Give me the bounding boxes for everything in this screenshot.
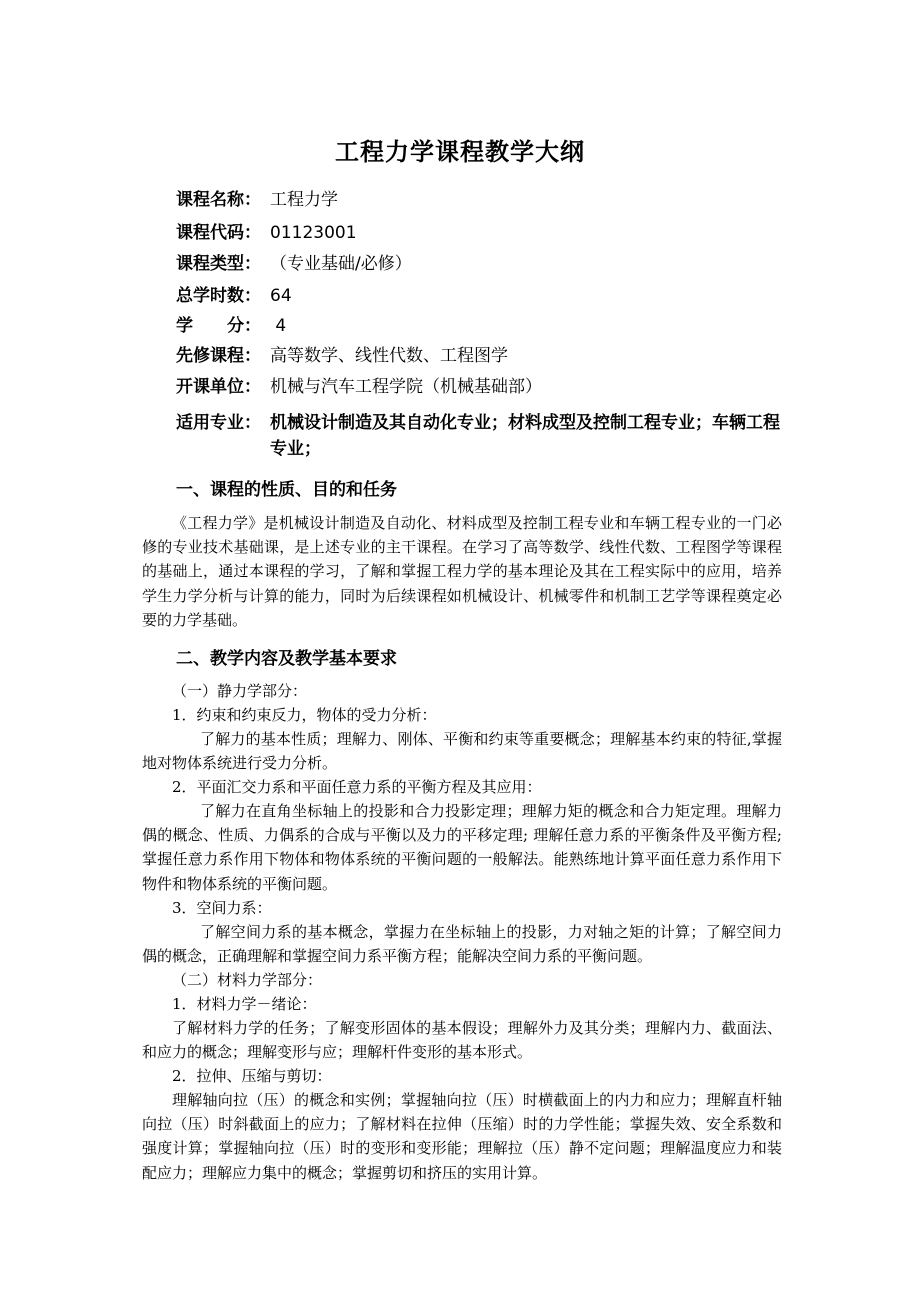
- meta-value: 机械设计制造及其自动化专业；材料成型及控制工程专业；车辆工程专业；: [270, 413, 780, 459]
- meta-department: [176, 375, 542, 399]
- meta-label: 课程代码：: [176, 223, 261, 243]
- meta-credits: [176, 314, 286, 338]
- subsection-statics: （一）静力学部分：: [172, 682, 308, 700]
- item-body: 了解力在直角坐标轴上的投影和合力投影定理；理解力矩的概念和合力矩定理。理解力偶的概念、性质、力偶系的合成与平衡以及力的平移定理; 理解任意力系的平衡条件及平衡方程; 掌握任意力系作用下物体和物体系统的平衡问题的一般解法。能熟练地计算平面任意力系作用下物件和物体系统的平衡问题。: [142, 802, 782, 893]
- subsection-mechanics-of-materials: （二）材料力学部分：: [172, 971, 323, 989]
- item-title: 2．拉伸、压缩与剪切：: [172, 1067, 332, 1085]
- meta-label: 开课单位：: [176, 377, 261, 397]
- page-title: 工程力学课程教学大纲: [335, 138, 585, 166]
- item-title: 2．平面汇交力系和平面任意力系的平衡方程及其应用：: [172, 778, 542, 796]
- meta-label: 课程名称：: [176, 190, 261, 210]
- item-title: 1．约束和约束反力，物体的受力分析：: [172, 706, 437, 724]
- item-body: 了解材料力学的任务；了解变形固体的基本假设；理解外力及其分类；理解内力、截面法、和应力的概念；理解变形与应；理解杆件变形的基本形式。: [142, 1019, 782, 1062]
- meta-value: 4: [270, 316, 287, 336]
- meta-course-code: [176, 221, 357, 245]
- item-body: 了解力的基本性质；理解力、刚体、平衡和约束等重要概念；理解基本约束的特征,掌握地对物体系统进行受力分析。: [142, 730, 782, 773]
- meta-value: （专业基础/必修）: [270, 254, 412, 274]
- meta-total-hours: [176, 284, 292, 308]
- item-title: 3．空间力系：: [172, 899, 272, 917]
- meta-label: 先修课程：: [176, 346, 261, 366]
- meta-value: 64: [270, 286, 292, 306]
- section-heading-2: 二、教学内容及教学基本要求: [176, 649, 397, 669]
- meta-label: 课程类型：: [176, 254, 261, 274]
- meta-value: 工程力学: [270, 190, 338, 210]
- meta-course-name: [176, 188, 338, 212]
- meta-value: 高等数学、线性代数、工程图学: [270, 346, 508, 366]
- item-body: 了解空间力系的基本概念，掌握力在坐标轴上的投影，力对轴之矩的计算；了解空间力偶的概念，正确理解和掌握空间力系平衡方程；能解决空间力系的平衡问题。: [142, 923, 782, 966]
- meta-label: 总学时数：: [176, 286, 261, 306]
- meta-value: 机械与汽车工程学院（机械基础部）: [270, 377, 542, 397]
- meta-label: 适用专业：: [176, 413, 261, 433]
- section-1-paragraph: 《工程力学》是机械设计制造及自动化、材料成型及控制工程专业和车辆工程专业的一门必修的专业技术基础课，是上述专业的主干课程。在学习了高等数学、线性代数、工程图学等课程的基础上，通过本课程的学习，了解和掌握工程力学的基本理论及其在工程实际中的应用，培养学生力学分析与计算的能力，同时为后续课程如机械设计、机械零件和机制工艺学等课程奠定必要的力学基础。: [142, 514, 782, 629]
- meta-course-type: [176, 252, 412, 276]
- item-body: 理解轴向拉（压）的概念和实例；掌握轴向拉（压）时横截面上的内力和应力；理解直杆轴向拉（压）时斜截面上的应力；了解材料在拉伸（压缩）时的力学性能；掌握失效、安全系数和强度计算；掌握轴向拉（压）时的变形和变形能；理解拉（压）静不定问题；理解温度应力和装配应力；理解应力集中的概念；掌握剪切和挤压的实用计算。: [142, 1091, 782, 1182]
- meta-value: 01123001: [270, 223, 357, 243]
- section-heading-1: 一、课程的性质、目的和任务: [176, 480, 397, 500]
- meta-label: 学 分：: [176, 316, 261, 336]
- meta-prerequisites: [176, 344, 508, 368]
- meta-applicable-majors: [176, 410, 796, 462]
- item-title: 1．材料力学－绪论：: [172, 995, 317, 1013]
